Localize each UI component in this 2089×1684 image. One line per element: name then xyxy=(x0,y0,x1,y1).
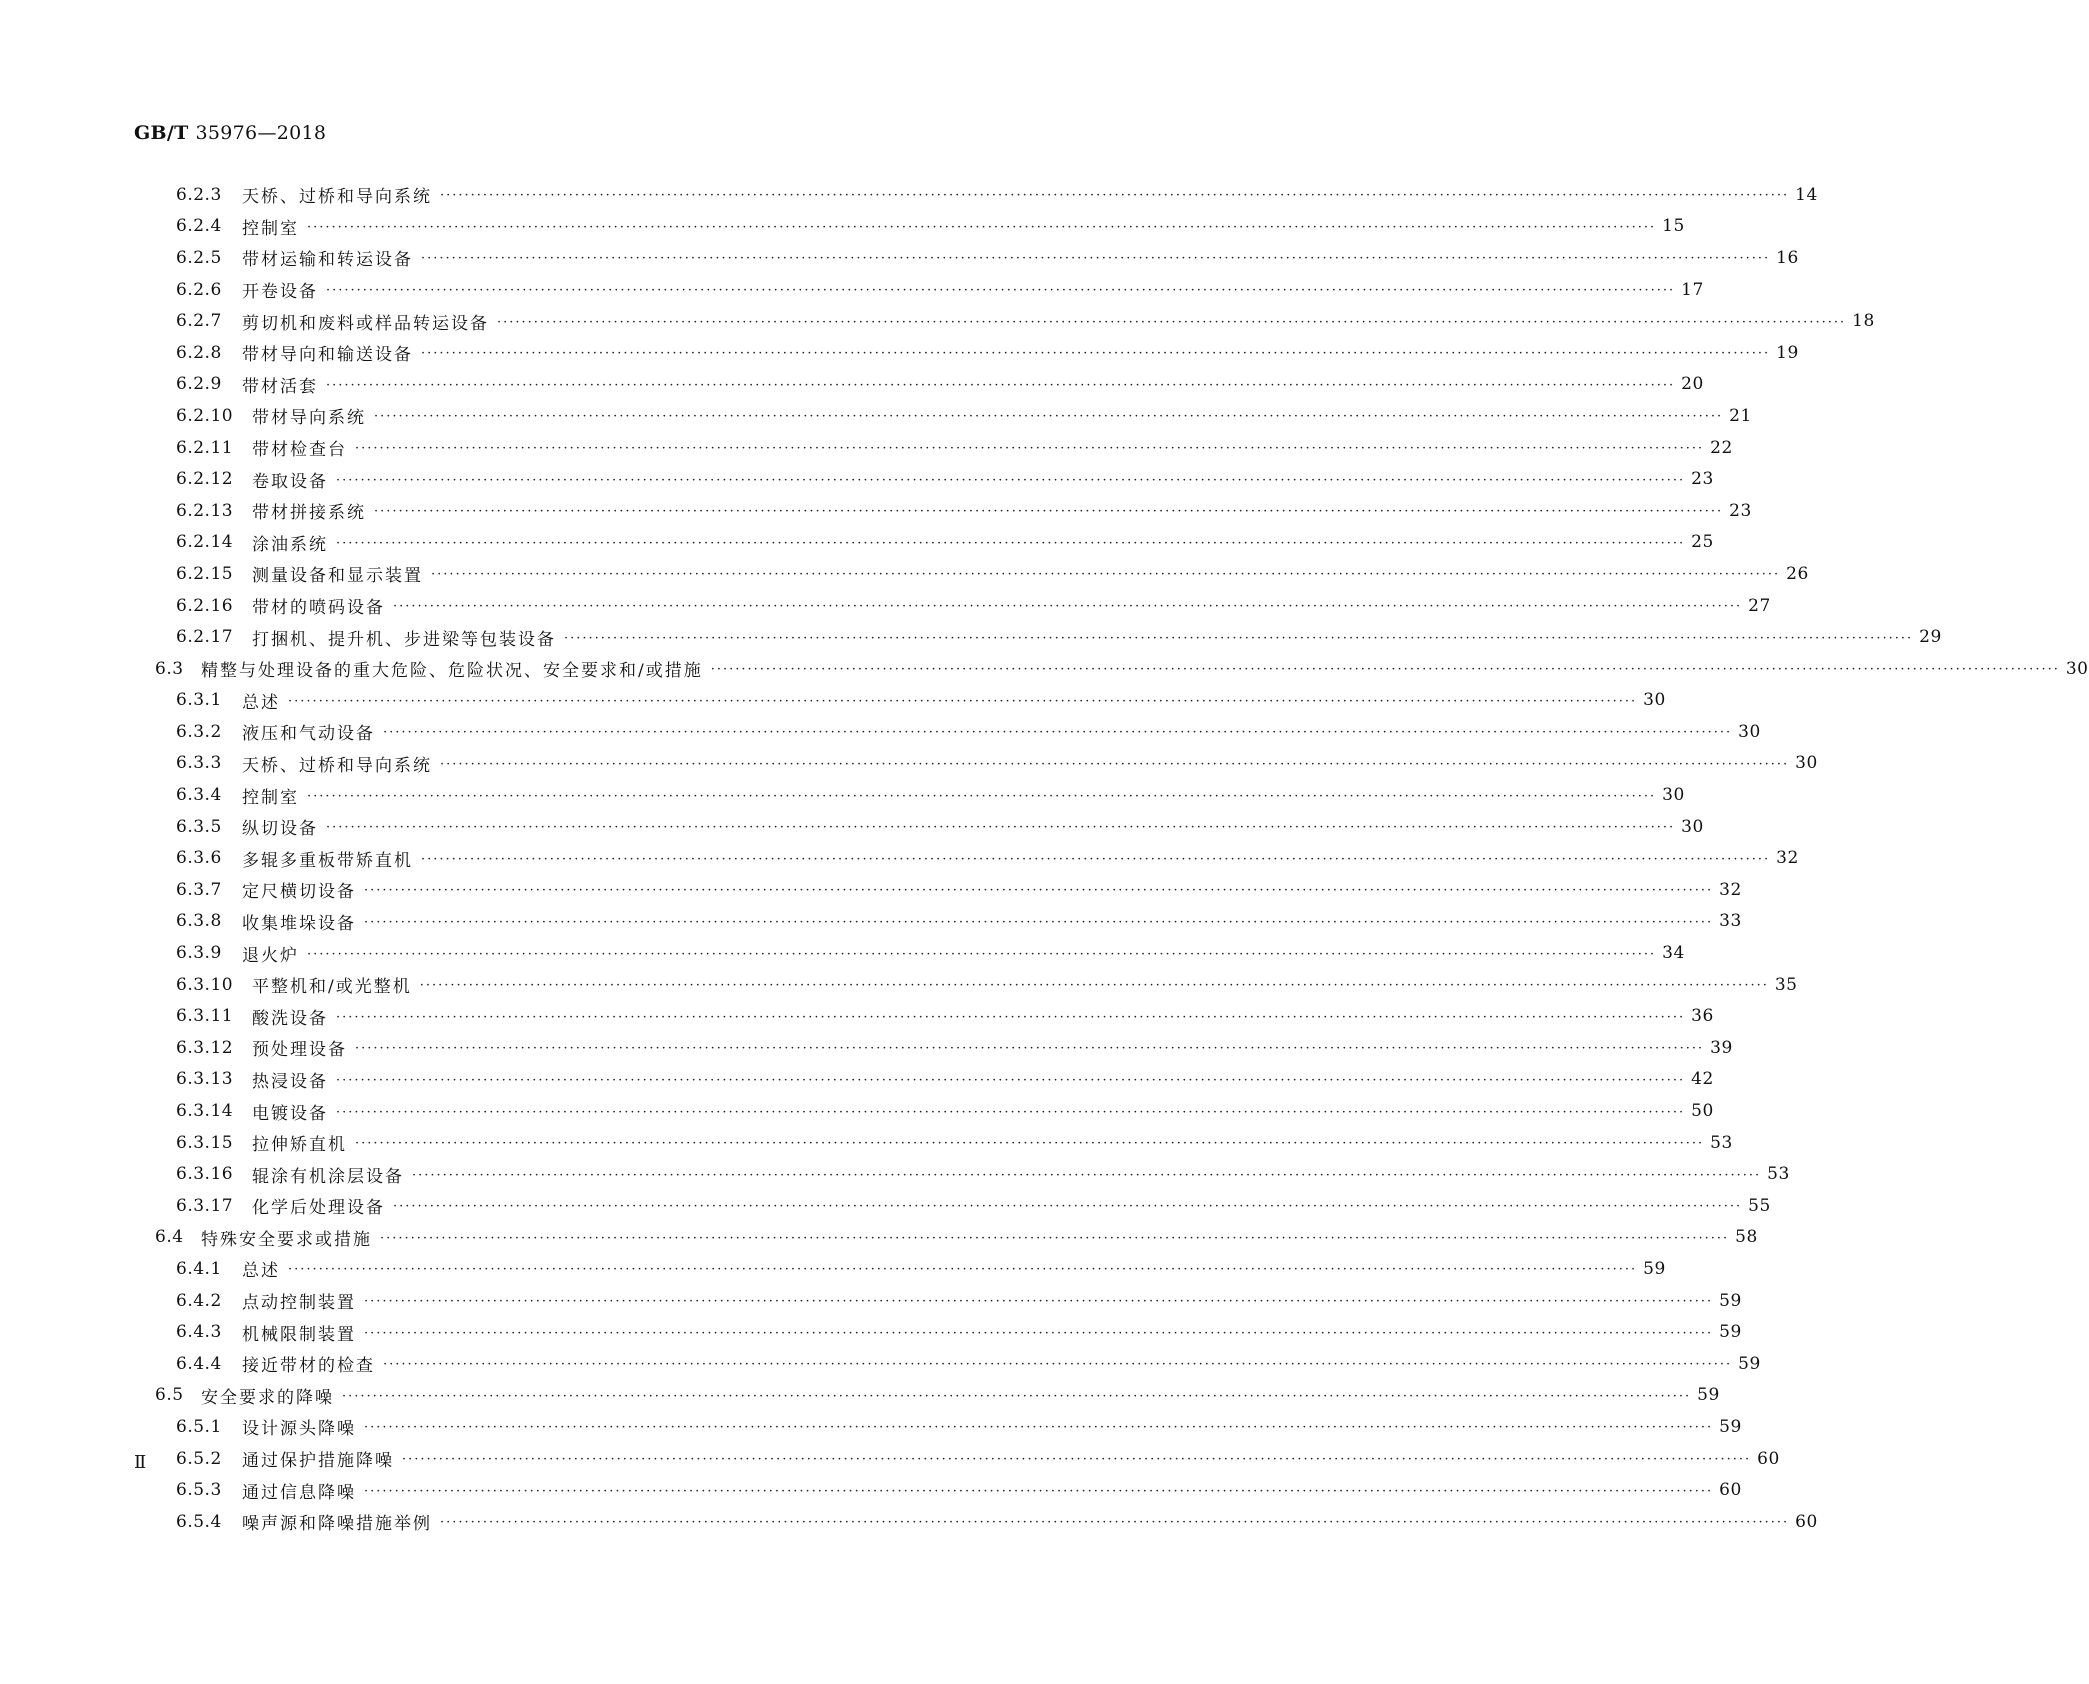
toc-dot-leader: ···························································································································································································································· xyxy=(440,188,1790,204)
toc-entry-title: 安全要求的降噪 xyxy=(201,1383,338,1408)
toc-entry[interactable] xyxy=(155,527,1714,559)
toc-entry-title: 天桥、过桥和导向系统 xyxy=(242,751,436,776)
toc-entry[interactable] xyxy=(155,590,1771,622)
toc-dot-leader: ···························································································································································································································· xyxy=(355,1041,1705,1057)
toc-entry-number: 6.2.6 xyxy=(176,279,222,300)
toc-entry-page: 23 xyxy=(1729,500,1752,521)
toc-entry-title: 控制室 xyxy=(242,783,303,808)
toc-entry-number: 6.3.4 xyxy=(176,785,222,806)
toc-entry[interactable] xyxy=(155,211,1685,243)
toc-entry[interactable] xyxy=(155,1380,1720,1412)
toc-entry-title: 辊涂有机涂层设备 xyxy=(252,1162,408,1187)
toc-entry-number: 6.2.7 xyxy=(176,311,222,332)
toc-entry-title: 定尺横切设备 xyxy=(242,877,360,902)
toc-entry-page: 32 xyxy=(1719,879,1742,900)
toc-entry[interactable] xyxy=(155,1285,1742,1317)
toc-entry-number: 6.3.6 xyxy=(176,848,222,869)
toc-entry-number: 6.4.1 xyxy=(176,1258,222,1279)
toc-entry[interactable] xyxy=(155,1443,1780,1475)
toc-entry-page: 35 xyxy=(1774,974,1798,995)
toc-entry-title: 预处理设备 xyxy=(252,1035,351,1060)
toc-entry-title: 开卷设备 xyxy=(242,277,322,302)
toc-entry[interactable] xyxy=(155,685,1666,717)
toc-entry-number: 6.2.10 xyxy=(176,405,234,426)
toc-dot-leader: ···························································································································································································································· xyxy=(307,946,1657,962)
toc-entry-page: 19 xyxy=(1776,342,1799,363)
toc-entry-page: 26 xyxy=(1786,563,1809,584)
toc-entry[interactable] xyxy=(155,1158,1790,1190)
toc-entry-page: 60 xyxy=(1719,1480,1742,1501)
standard-number: 35976—2018 xyxy=(195,122,327,144)
toc-dot-leader: ···························································································································································································································· xyxy=(288,693,1638,709)
toc-entry-title: 涂油系统 xyxy=(252,530,332,555)
toc-entry[interactable] xyxy=(155,400,1752,432)
toc-entry[interactable] xyxy=(155,748,1818,780)
toc-dot-leader: ···························································································································································································································· xyxy=(393,599,1743,615)
toc-dot-leader: ···························································································································································································································· xyxy=(419,978,1769,994)
toc-dot-leader: ···························································································································································································································· xyxy=(564,630,1914,646)
toc-entry-title: 平整机和/或光整机 xyxy=(252,972,416,997)
toc-entry-page: 25 xyxy=(1691,532,1714,553)
toc-entry-number: 6.4 xyxy=(155,1227,184,1248)
toc-dot-leader: ···························································································································································································································· xyxy=(326,377,1676,393)
toc-entry-title: 卷取设备 xyxy=(252,467,332,492)
toc-entry-title: 剪切机和废料或样品转运设备 xyxy=(242,309,493,334)
standard-header xyxy=(134,122,326,144)
toc-entry[interactable] xyxy=(155,937,1685,969)
toc-dot-leader: ···························································································································································································································· xyxy=(364,914,1714,930)
toc-entry[interactable] xyxy=(155,811,1704,843)
toc-dot-leader: ···························································································································································································································· xyxy=(364,1294,1714,1310)
toc-entry-page: 27 xyxy=(1748,595,1771,616)
toc-dot-leader: ···························································································································································································································· xyxy=(710,662,2060,678)
toc-entry[interactable] xyxy=(155,842,1799,874)
toc-entry-number: 6.5.3 xyxy=(176,1480,222,1501)
toc-entry-title: 带材拼接系统 xyxy=(252,498,370,523)
toc-entry-title: 液压和气动设备 xyxy=(242,719,379,744)
toc-entry-page: 53 xyxy=(1710,1132,1733,1153)
toc-entry[interactable] xyxy=(155,1127,1733,1159)
toc-entry-number: 6.2.13 xyxy=(176,500,234,521)
toc-entry-title: 精整与处理设备的重大危险、危险状况、安全要求和/或措施 xyxy=(201,656,707,681)
toc-entry-page: 42 xyxy=(1691,1069,1714,1090)
toc-entry[interactable] xyxy=(155,432,1733,464)
toc-entry-page: 16 xyxy=(1776,247,1799,268)
toc-entry-number: 6.2.16 xyxy=(176,595,234,616)
toc-entry-number: 6.3.12 xyxy=(176,1037,234,1058)
toc-entry[interactable] xyxy=(155,1474,1742,1506)
toc-dot-leader: ···························································································································································································································· xyxy=(355,441,1705,457)
toc-entry-number: 6.2.11 xyxy=(176,437,234,458)
toc-entry-number: 6.4.4 xyxy=(176,1353,222,1374)
toc-entry-page: 55 xyxy=(1748,1195,1771,1216)
toc-dot-leader: ···························································································································································································································· xyxy=(336,535,1686,551)
toc-entry-title: 带材活套 xyxy=(242,372,322,397)
toc-entry-title: 通过保护措施降噪 xyxy=(242,1446,398,1471)
toc-entry[interactable] xyxy=(155,1000,1714,1032)
toc-entry-number: 6.2.3 xyxy=(176,184,222,205)
toc-entry-title: 天桥、过桥和导向系统 xyxy=(242,182,436,207)
toc-dot-leader: ···························································································································································································································· xyxy=(336,1072,1686,1088)
toc-entry-number: 6.5.2 xyxy=(176,1448,222,1469)
toc-entry-title: 化学后处理设备 xyxy=(252,1193,389,1218)
toc-entry-number: 6.3.13 xyxy=(176,1069,234,1090)
toc-dot-leader: ···························································································································································································································· xyxy=(374,504,1724,520)
toc-entry[interactable] xyxy=(155,463,1714,495)
toc-entry-page: 59 xyxy=(1719,1416,1742,1437)
toc-dot-leader: ···························································································································································································································· xyxy=(421,851,1771,867)
toc-entry-number: 6.2.17 xyxy=(176,627,234,648)
toc-entry-page: 32 xyxy=(1776,848,1799,869)
toc-entry-page: 20 xyxy=(1681,374,1704,395)
toc-entry[interactable] xyxy=(155,337,1799,369)
toc-entry-title: 通过信息降噪 xyxy=(242,1478,360,1503)
toc-entry-page: 30 xyxy=(1795,753,1818,774)
toc-entry-number: 6.3.8 xyxy=(176,911,222,932)
toc-entry-page: 30 xyxy=(2065,658,2089,679)
toc-entry-page: 23 xyxy=(1691,469,1714,490)
toc-entry-page: 59 xyxy=(1719,1290,1742,1311)
toc-entry-title: 打捆机、提升机、步进梁等包装设备 xyxy=(252,625,560,650)
toc-entry-number: 6.3.14 xyxy=(176,1101,234,1122)
toc-entry-number: 6.3.9 xyxy=(176,943,222,964)
toc-dot-leader: ···························································································································································································································· xyxy=(336,1104,1686,1120)
toc-entry[interactable] xyxy=(155,1222,1758,1254)
toc-entry-number: 6.3.1 xyxy=(176,690,222,711)
toc-entry-page: 14 xyxy=(1795,184,1818,205)
toc-entry-number: 6.3.3 xyxy=(176,753,222,774)
toc-entry-page: 50 xyxy=(1691,1101,1714,1122)
toc-entry-page: 58 xyxy=(1735,1227,1758,1248)
toc-dot-leader: ···························································································································································································································· xyxy=(421,251,1771,267)
toc-entry-title: 收集堆垛设备 xyxy=(242,909,360,934)
toc-entry[interactable] xyxy=(155,874,1742,906)
toc-entry-page: 59 xyxy=(1738,1353,1761,1374)
toc-entry-number: 6.2.5 xyxy=(176,247,222,268)
toc-entry-page: 21 xyxy=(1729,405,1752,426)
toc-entry-title: 设计源头降噪 xyxy=(242,1414,360,1439)
toc-entry-number: 6.5.4 xyxy=(176,1511,222,1532)
toc-dot-leader: ···························································································································································································································· xyxy=(380,1230,1730,1246)
toc-entry-page: 36 xyxy=(1691,1006,1714,1027)
toc-entry-title: 带材导向和输送设备 xyxy=(242,340,417,365)
toc-entry-number: 6.3.11 xyxy=(176,1006,234,1027)
toc-entry-title: 酸洗设备 xyxy=(252,1004,332,1029)
toc-entry-page: 30 xyxy=(1662,785,1685,806)
toc-entry-title: 退火炉 xyxy=(242,941,303,966)
toc-entry[interactable] xyxy=(155,1190,1771,1222)
toc-entry[interactable] xyxy=(155,1095,1714,1127)
toc-dot-leader: ···························································································································································································································· xyxy=(307,219,1657,235)
toc-dot-leader: ···························································································································································································································· xyxy=(336,1009,1686,1025)
toc-entry[interactable] xyxy=(155,242,1799,274)
toc-entry-page: 30 xyxy=(1738,721,1761,742)
toc-entry[interactable] xyxy=(155,1032,1733,1064)
toc-entry-number: 6.4.2 xyxy=(176,1290,222,1311)
toc-entry[interactable] xyxy=(155,653,2089,685)
toc-entry-page: 15 xyxy=(1662,216,1685,237)
toc-dot-leader: ···························································································································································································································· xyxy=(364,1420,1714,1436)
toc-entry[interactable] xyxy=(155,906,1742,938)
toc-dot-leader: ···························································································································································································································· xyxy=(402,1452,1752,1468)
toc-entry-number: 6.2.9 xyxy=(176,374,222,395)
toc-entry-page: 53 xyxy=(1767,1164,1790,1185)
toc-entry-title: 总述 xyxy=(242,1256,284,1281)
toc-dot-leader: ···························································································································································································································· xyxy=(336,472,1686,488)
toc-dot-leader: ···························································································································································································································· xyxy=(431,567,1781,583)
toc-entry-page: 29 xyxy=(1919,627,1942,648)
toc-entry-page: 59 xyxy=(1643,1258,1666,1279)
toc-entry-number: 6.2.14 xyxy=(176,532,234,553)
toc-entry-title: 多辊多重板带矫直机 xyxy=(242,846,417,871)
toc-entry-number: 6.5 xyxy=(155,1385,184,1406)
toc-entry-page: 30 xyxy=(1643,690,1666,711)
toc-entry[interactable] xyxy=(155,179,1818,211)
toc-entry-title: 拉伸矫直机 xyxy=(252,1130,351,1155)
toc-entry[interactable] xyxy=(155,1411,1742,1443)
standard-prefix: GB/T xyxy=(134,122,189,144)
toc-entry[interactable] xyxy=(155,558,1809,590)
toc-entry-page: 39 xyxy=(1710,1037,1733,1058)
toc-entry-number: 6.3.15 xyxy=(176,1132,234,1153)
toc-entry-title: 控制室 xyxy=(242,214,303,239)
toc-entry-number: 6.3.17 xyxy=(176,1195,234,1216)
toc-entry-page: 22 xyxy=(1710,437,1733,458)
toc-entry-page: 59 xyxy=(1697,1385,1720,1406)
toc-entry-title: 点动控制装置 xyxy=(242,1288,360,1313)
toc-dot-leader: ···························································································································································································································· xyxy=(326,283,1676,299)
toc-entry-page: 34 xyxy=(1662,943,1685,964)
toc-entry-number: 6.3 xyxy=(155,658,184,679)
toc-entry-page: 17 xyxy=(1681,279,1704,300)
toc-entry-number: 6.3.2 xyxy=(176,721,222,742)
toc-dot-leader: ···························································································································································································································· xyxy=(440,756,1790,772)
toc-entry[interactable] xyxy=(155,1064,1714,1096)
toc-entry-title: 特殊安全要求或措施 xyxy=(201,1225,376,1250)
toc-entry[interactable] xyxy=(155,495,1752,527)
toc-dot-leader: ···························································································································································································································· xyxy=(374,409,1724,425)
toc-entry-page: 60 xyxy=(1757,1448,1780,1469)
toc-entry[interactable] xyxy=(155,1506,1818,1538)
toc-dot-leader: ···························································································································································································································· xyxy=(342,1388,1692,1404)
toc-entry-title: 机械限制装置 xyxy=(242,1320,360,1345)
toc-entry[interactable] xyxy=(155,1253,1666,1285)
toc-entry-title: 总述 xyxy=(242,688,284,713)
table-of-contents xyxy=(155,179,2089,1538)
toc-entry-title: 热浸设备 xyxy=(252,1067,332,1092)
toc-entry-title: 电镀设备 xyxy=(252,1099,332,1124)
toc-entry[interactable] xyxy=(155,969,1798,1001)
toc-entry-number: 6.2.4 xyxy=(176,216,222,237)
toc-entry[interactable] xyxy=(155,305,1875,337)
toc-entry-number: 6.3.7 xyxy=(176,879,222,900)
toc-dot-leader: ···························································································································································································································· xyxy=(497,314,1847,330)
toc-dot-leader: ···························································································································································································································· xyxy=(440,1515,1790,1531)
toc-entry[interactable] xyxy=(155,621,1942,653)
toc-entry-page: 60 xyxy=(1795,1511,1818,1532)
toc-entry-number: 6.5.1 xyxy=(176,1416,222,1437)
toc-dot-leader: ···························································································································································································································· xyxy=(326,820,1676,836)
toc-entry-title: 带材运输和转运设备 xyxy=(242,245,417,270)
toc-entry[interactable] xyxy=(155,716,1761,748)
toc-entry-title: 带材导向系统 xyxy=(252,403,370,428)
toc-entry[interactable] xyxy=(155,369,1704,401)
toc-entry-title: 噪声源和降噪措施举例 xyxy=(242,1509,436,1534)
toc-entry-title: 测量设备和显示装置 xyxy=(252,561,427,586)
toc-dot-leader: ···························································································································································································································· xyxy=(383,725,1733,741)
toc-dot-leader: ···························································································································································································································· xyxy=(383,1357,1733,1373)
toc-entry-page: 30 xyxy=(1681,816,1704,837)
toc-dot-leader: ···························································································································································································································· xyxy=(364,1483,1714,1499)
toc-entry-title: 带材检查台 xyxy=(252,435,351,460)
toc-entry[interactable] xyxy=(155,779,1685,811)
toc-entry-page: 33 xyxy=(1719,911,1742,932)
toc-entry-title: 接近带材的检查 xyxy=(242,1351,379,1376)
toc-dot-leader: ···························································································································································································································· xyxy=(355,1136,1705,1152)
toc-entry[interactable] xyxy=(155,1316,1742,1348)
toc-dot-leader: ···························································································································································································································· xyxy=(393,1199,1743,1215)
toc-entry-page: 59 xyxy=(1719,1322,1742,1343)
toc-entry-title: 纵切设备 xyxy=(242,814,322,839)
toc-entry-number: 6.2.15 xyxy=(176,563,234,584)
toc-entry[interactable] xyxy=(155,1348,1761,1380)
toc-entry-page: 18 xyxy=(1852,311,1875,332)
toc-dot-leader: ···························································································································································································································· xyxy=(364,1325,1714,1341)
toc-dot-leader: ···························································································································································································································· xyxy=(307,788,1657,804)
toc-dot-leader: ···························································································································································································································· xyxy=(421,346,1771,362)
toc-entry-number: 6.2.12 xyxy=(176,469,234,490)
toc-entry-number: 6.4.3 xyxy=(176,1322,222,1343)
toc-entry-number: 6.2.8 xyxy=(176,342,222,363)
page-number: Ⅱ xyxy=(134,1452,148,1473)
toc-entry-number: 6.3.10 xyxy=(176,974,234,995)
toc-dot-leader: ···························································································································································································································· xyxy=(364,883,1714,899)
toc-entry-number: 6.3.16 xyxy=(176,1164,234,1185)
toc-entry-number: 6.3.5 xyxy=(176,816,222,837)
toc-entry[interactable] xyxy=(155,274,1704,306)
toc-entry-title: 带材的喷码设备 xyxy=(252,593,389,618)
toc-dot-leader: ···························································································································································································································· xyxy=(288,1262,1638,1278)
toc-dot-leader: ···························································································································································································································· xyxy=(412,1167,1762,1183)
